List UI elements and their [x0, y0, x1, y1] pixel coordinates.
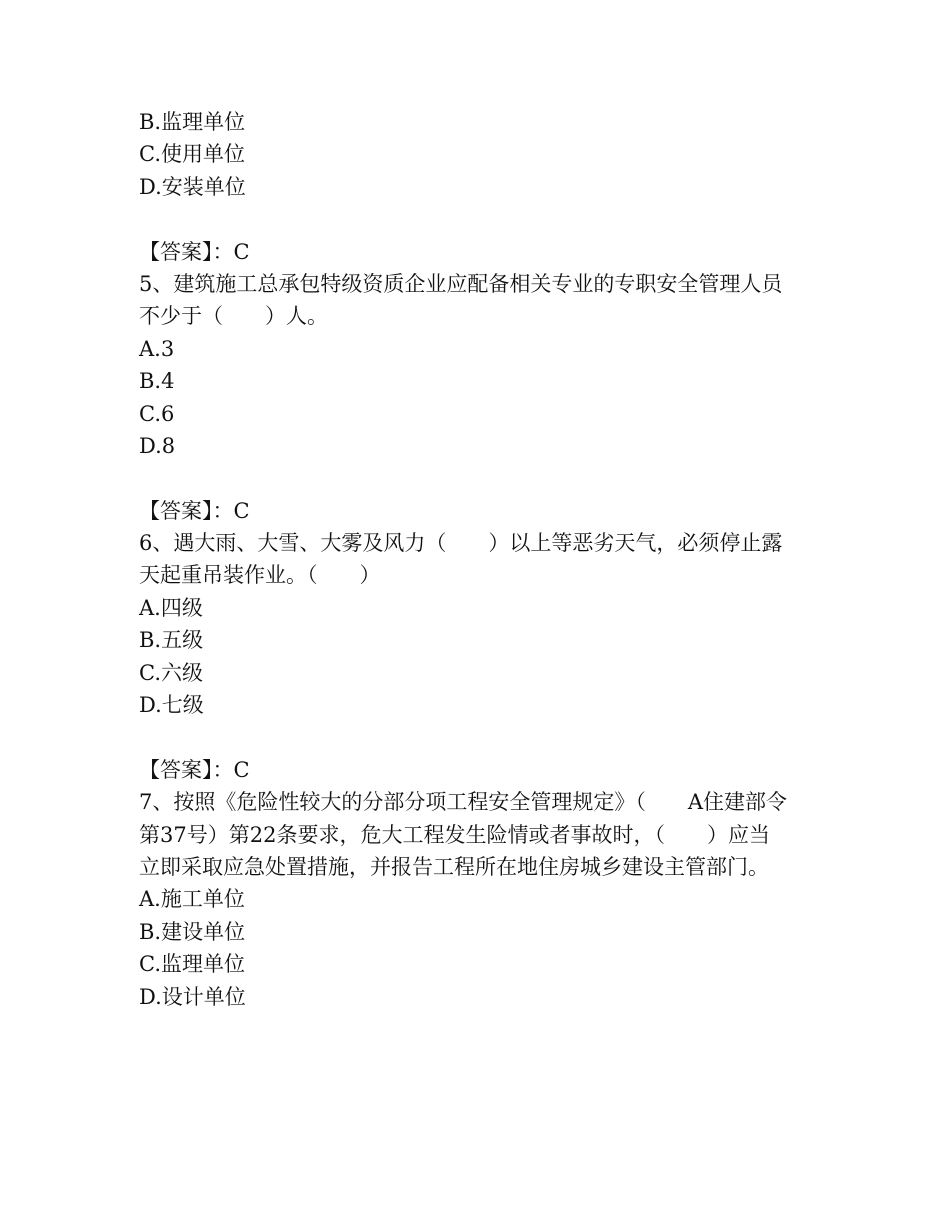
question-text: 天起重吊装作业。（ ）: [139, 563, 381, 588]
option-c: C.6: [139, 401, 175, 426]
question-text: 7、按照《危险性较大的分部分项工程安全管理规定》（ A住建部令: [139, 790, 788, 815]
option-a: A.四级: [139, 595, 203, 620]
answer-line: 【答案】：C: [139, 757, 250, 782]
option-c: C.监理单位: [139, 952, 245, 977]
question-text: 6、遇大雨、大雪、大雾及风力（ ）以上等恶劣天气，必须停止露: [139, 531, 783, 556]
answer-line: 【答案】：C: [139, 239, 250, 264]
option-c: C.使用单位: [139, 142, 245, 167]
option-a: A.3: [139, 336, 175, 361]
question-block-6: [139, 527, 819, 786]
question-text: 5、建筑施工总承包特级资质企业应配备相关专业的专职安全管理人员: [139, 271, 783, 296]
option-d: D.8: [139, 433, 176, 458]
option-d: D.七级: [139, 693, 204, 718]
option-a: A.施工单位: [139, 887, 245, 912]
spacer: [139, 721, 819, 753]
option-b: B.五级: [139, 628, 204, 653]
question-block-4-tail: [139, 106, 819, 268]
question-text: 不少于（ ）人。: [139, 304, 328, 329]
option-b: B.监理单位: [139, 110, 246, 134]
option-d: D.安装单位: [139, 174, 246, 199]
option-b: B.建设单位: [139, 919, 246, 944]
answer-line: 【答案】：C: [139, 498, 250, 523]
question-block-7: [139, 786, 819, 1013]
option-b: B.4: [139, 369, 175, 394]
question-block-5: [139, 268, 819, 527]
question-text: 立即采取应急处置措施，并报告工程所在地住房城乡建设主管部门。: [139, 854, 769, 879]
question-text: 第37号）第22条要求，危大工程发生险情或者事故时，（ ）应当: [139, 822, 770, 847]
question-content: [139, 106, 819, 1013]
option-d: D.设计单位: [139, 984, 246, 1009]
option-c: C.六级: [139, 660, 203, 685]
spacer: [139, 462, 819, 494]
spacer: [139, 203, 819, 235]
